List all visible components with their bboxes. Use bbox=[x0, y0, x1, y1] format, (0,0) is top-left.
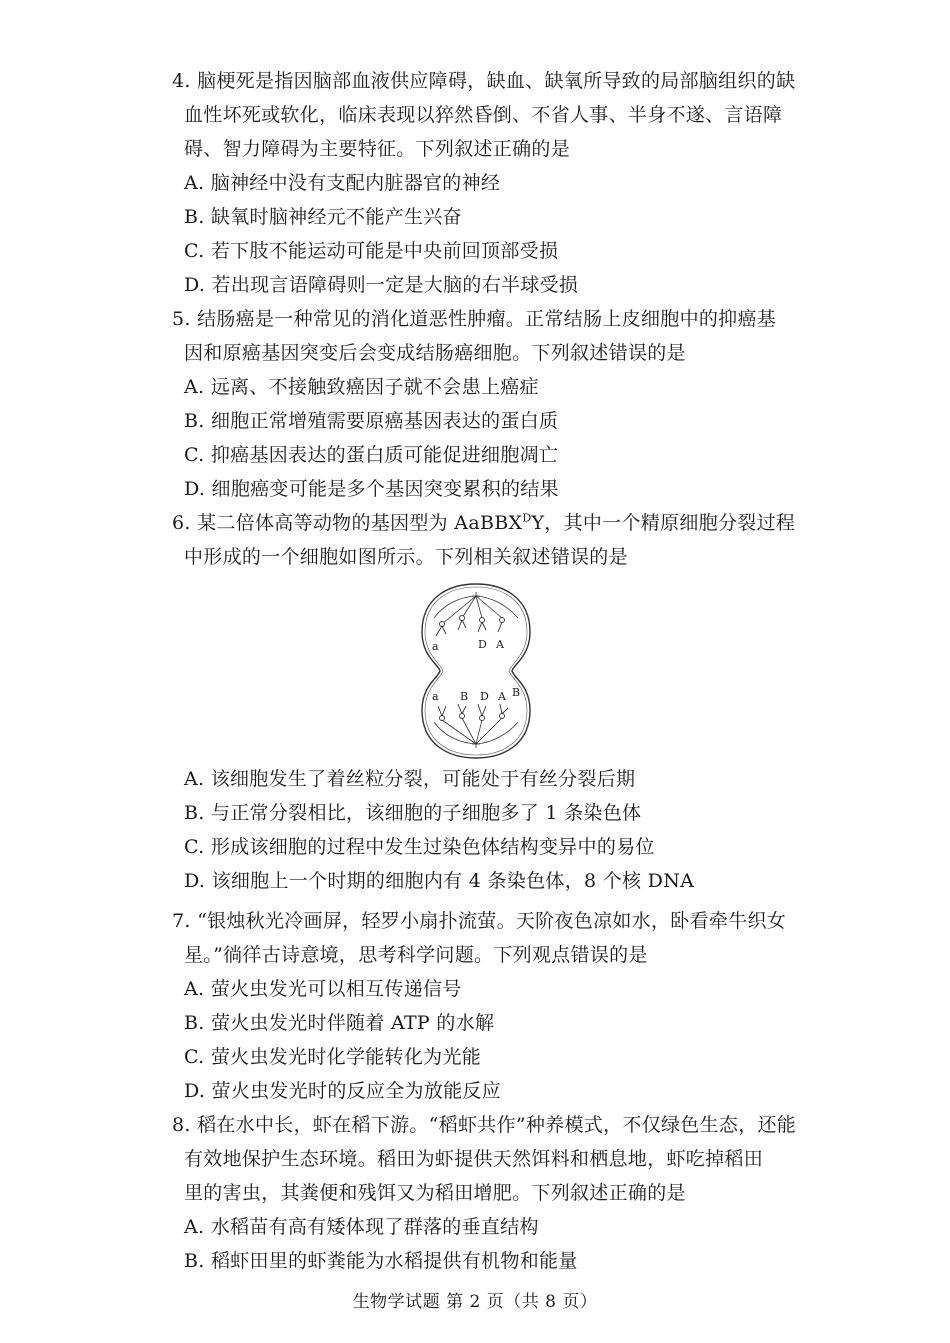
bottom-label-D: D bbox=[480, 690, 489, 703]
q8-stem-line-3: 里的害虫，其粪便和残饵又为稻田增肥。下列叙述正确的是 bbox=[184, 1182, 686, 1204]
cell-outline bbox=[422, 584, 530, 758]
q4-stem-line-1: 4. 脑梗死是指因脑部血液供应障碍，缺血、缺氧所导致的局部脑组织的缺 bbox=[172, 70, 796, 92]
top-chromosomes bbox=[436, 616, 505, 637]
q7-option-d: D. 萤火虫发光时的反应全为放能反应 bbox=[184, 1080, 502, 1102]
q7-stem-line-1: 7. “银烛秋光冷画屏，轻罗小扇扑流萤。天阶夜色凉如水，卧看牵牛织女 bbox=[172, 910, 787, 932]
q4-option-b: B. 缺氧时脑神经元不能产生兴奋 bbox=[184, 206, 462, 228]
q8-stem-line-1: 8. 稻在水中长，虾在稻下游。“稻虾共作”种养模式，不仅绿色生态，还能 bbox=[172, 1114, 797, 1136]
q8-stem-line-2: 有效地保护生态环境。稻田为虾提供天然饵料和栖息地，虾吃掉稻田 bbox=[184, 1148, 764, 1170]
q5-option-b: B. 细胞正常增殖需要原癌基因表达的蛋白质 bbox=[184, 410, 559, 432]
q4-stem-line-2: 血性坏死或软化，临床表现以猝然昏倒、不省人事、半身不遂、言语障 bbox=[184, 104, 783, 126]
bottom-label-a: a bbox=[432, 690, 439, 703]
q8-option-a: A. 水稻苗有高有矮体现了群落的垂直结构 bbox=[184, 1216, 539, 1238]
q4-option-c: C. 若下肢不能运动可能是中央前回顶部受损 bbox=[184, 240, 559, 262]
q6-stem-superscript: D bbox=[522, 511, 532, 525]
bottom-chromosomes bbox=[438, 704, 508, 721]
bottom-label-B2: B bbox=[512, 686, 521, 699]
bottom-spindle bbox=[434, 718, 518, 748]
q6-option-d: D. 该细胞上一个时期的细胞内有 4 条染色体，8 个核 DNA bbox=[184, 870, 695, 892]
q6-option-a: A. 该细胞发生了着丝粒分裂，可能处于有丝分裂后期 bbox=[184, 768, 636, 790]
q5-stem-line-1: 5. 结肠癌是一种常见的消化道恶性肿瘤。正常结肠上皮细胞中的抑癌基 bbox=[172, 308, 777, 330]
top-label-A: A bbox=[496, 638, 504, 651]
bottom-label-B1: B bbox=[460, 690, 469, 703]
top-label-D: D bbox=[478, 638, 487, 651]
q7-option-b: B. 萤火虫发光时伴随着 ATP 的水解 bbox=[184, 1012, 495, 1034]
q7-option-a: A. 萤火虫发光可以相互传递信号 bbox=[184, 978, 462, 1000]
q6-stem-line-2: 中形成的一个细胞如图所示。下列相关叙述错误的是 bbox=[184, 546, 628, 568]
page-footer: 生物学试题 第 2 页（共 8 页） bbox=[352, 1292, 598, 1312]
q7-stem-line-2: 星。”徜徉古诗意境，思考科学问题。下列观点错误的是 bbox=[184, 944, 648, 966]
bottom-label-A: A bbox=[498, 690, 506, 703]
q4-option-d: D. 若出现言语障碍则一定是大脑的右半球受损 bbox=[184, 274, 579, 296]
top-label-a: a bbox=[432, 640, 439, 653]
q6-option-c: C. 形成该细胞的过程中发生过染色体结构变异中的易位 bbox=[184, 836, 655, 858]
q4-stem-line-3: 碍、智力障碍为主要特征。下列叙述正确的是 bbox=[184, 138, 571, 160]
cell-division-diagram bbox=[420, 582, 532, 760]
q8-option-b: B. 稻虾田里的虾粪能为水稻提供有机物和能量 bbox=[184, 1250, 578, 1272]
q5-option-d: D. 细胞癌变可能是多个基因突变累积的结果 bbox=[184, 478, 559, 500]
q5-option-a: A. 远离、不接触致癌因子就不会患上癌症 bbox=[184, 376, 539, 398]
q7-option-c: C. 萤火虫发光时化学能转化为光能 bbox=[184, 1046, 482, 1068]
q5-stem-line-2: 因和原癌基因突变后会变成结肠癌细胞。下列叙述错误的是 bbox=[184, 342, 686, 364]
cell-division-figure bbox=[420, 582, 532, 760]
q6-stem-line-1 bbox=[172, 510, 795, 536]
q6-stem-post: Y，其中一个精原细胞分裂过程 bbox=[531, 512, 796, 534]
q6-option-b: B. 与正常分裂相比，该细胞的子细胞多了 1 条染色体 bbox=[184, 802, 642, 824]
q4-option-a: A. 脑神经中没有支配内脏器官的神经 bbox=[184, 172, 501, 194]
top-spindle bbox=[434, 592, 518, 624]
q5-option-c: C. 抑癌基因表达的蛋白质可能促进细胞凋亡 bbox=[184, 444, 559, 466]
q6-stem-pre: 6. 某二倍体高等动物的基因型为 AaBBX bbox=[172, 512, 523, 534]
